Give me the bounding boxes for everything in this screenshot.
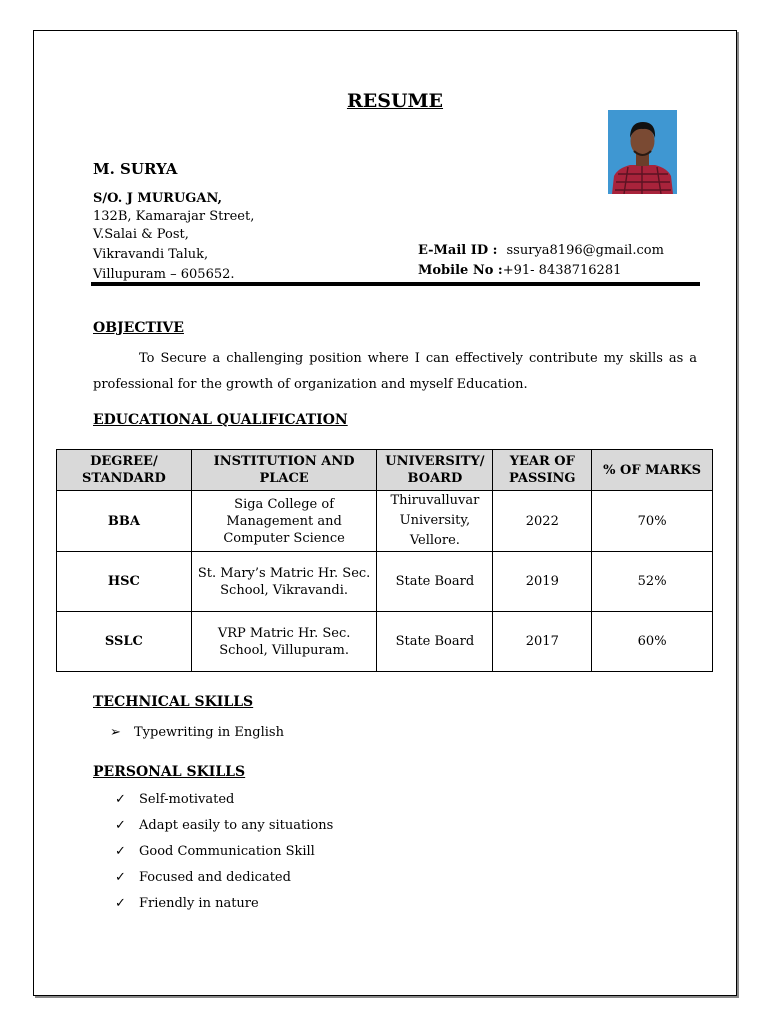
objective-heading: OBJECTIVE — [93, 320, 184, 336]
list-item — [110, 719, 284, 745]
header-divider — [91, 282, 700, 286]
skill-text: Self-motivated — [139, 791, 235, 807]
technical-skills-list — [110, 719, 284, 745]
list-item — [115, 786, 333, 812]
address-line: S/O. J MURUGAN, — [93, 191, 223, 206]
list-item — [115, 890, 333, 916]
institution-cell: St. Mary’s Matric Hr. Sec. School, Vikravandi. — [191, 552, 377, 612]
institution-cell: VRP Matric Hr. Sec. School, Villupuram. — [191, 612, 377, 672]
board-cell: State Board — [377, 612, 493, 672]
table-header-row — [57, 450, 713, 491]
column-header: DEGREE/ STANDARD — [57, 450, 192, 491]
checkmark-icon: ✓ — [115, 817, 126, 833]
column-header: UNIVERSITY/ BOARD — [377, 450, 493, 491]
email-separator: : — [488, 243, 507, 258]
column-header: INSTITUTION AND PLACE — [191, 450, 377, 491]
list-item — [115, 864, 333, 890]
column-header: YEAR OF PASSING — [493, 450, 592, 491]
checkmark-icon: ✓ — [115, 869, 126, 885]
table-row — [57, 491, 713, 552]
mobile-row — [418, 261, 664, 281]
year-cell: 2019 — [493, 552, 592, 612]
marks-cell: 52% — [592, 552, 713, 612]
list-item — [115, 838, 333, 864]
contact-block — [418, 241, 664, 281]
marks-cell: 70% — [592, 491, 713, 552]
technical-skills-heading: TECHNICAL SKILLS — [93, 694, 254, 710]
mobile-label: Mobile No : — [418, 263, 503, 278]
degree-cell: SSLC — [57, 612, 192, 672]
year-cell: 2022 — [493, 491, 592, 552]
email-row — [418, 241, 664, 261]
education-heading: EDUCATIONAL QUALIFICATION — [93, 412, 348, 428]
table-row — [57, 552, 713, 612]
profile-photo — [608, 110, 677, 194]
skill-text: Focused and dedicated — [139, 869, 291, 885]
arrow-bullet-icon: ➢ — [110, 724, 121, 740]
address-line: Villupuram – 605652. — [93, 267, 235, 282]
skill-text: Friendly in nature — [139, 895, 259, 911]
institution-cell: Siga College of Management and Computer Science — [191, 491, 377, 552]
education-table — [56, 449, 713, 672]
board-cell: State Board — [377, 552, 493, 612]
degree-cell: BBA — [57, 491, 192, 552]
marks-cell: 60% — [592, 612, 713, 672]
checkmark-icon: ✓ — [115, 843, 126, 859]
skill-text: Adapt easily to any situations — [139, 817, 334, 833]
list-item — [115, 812, 333, 838]
objective-paragraph — [93, 346, 697, 398]
email-value: ssurya8196@gmail.com — [506, 243, 664, 258]
skill-text: Typewriting in English — [134, 724, 284, 740]
objective-text: To Secure a challenging position where I can effectively contribute my skills as a professional for the growth of organization and myself Education. — [93, 351, 697, 392]
checkmark-icon: ✓ — [115, 791, 126, 807]
address-line: Vikravandi Taluk, — [93, 247, 209, 262]
checkmark-icon: ✓ — [115, 895, 126, 911]
personal-skills-heading: PERSONAL SKILLS — [93, 764, 246, 780]
year-cell: 2017 — [493, 612, 592, 672]
column-header: % OF MARKS — [592, 450, 713, 491]
address-block — [93, 190, 254, 284]
address-line: V.Salai & Post, — [93, 227, 189, 242]
email-label: E-Mail ID — [418, 243, 489, 258]
candidate-name: M. SURYA — [93, 160, 178, 178]
personal-skills-list — [115, 786, 333, 916]
address-line: 132B, Kamarajar Street, — [93, 209, 255, 224]
skill-text: Good Communication Skill — [139, 843, 315, 859]
table-row — [57, 612, 713, 672]
mobile-value: +91- 8438716281 — [502, 263, 622, 278]
board-cell: Thiruvalluvar University, Vellore. — [377, 491, 493, 552]
degree-cell: HSC — [57, 552, 192, 612]
resume-title: RESUME — [346, 90, 444, 112]
